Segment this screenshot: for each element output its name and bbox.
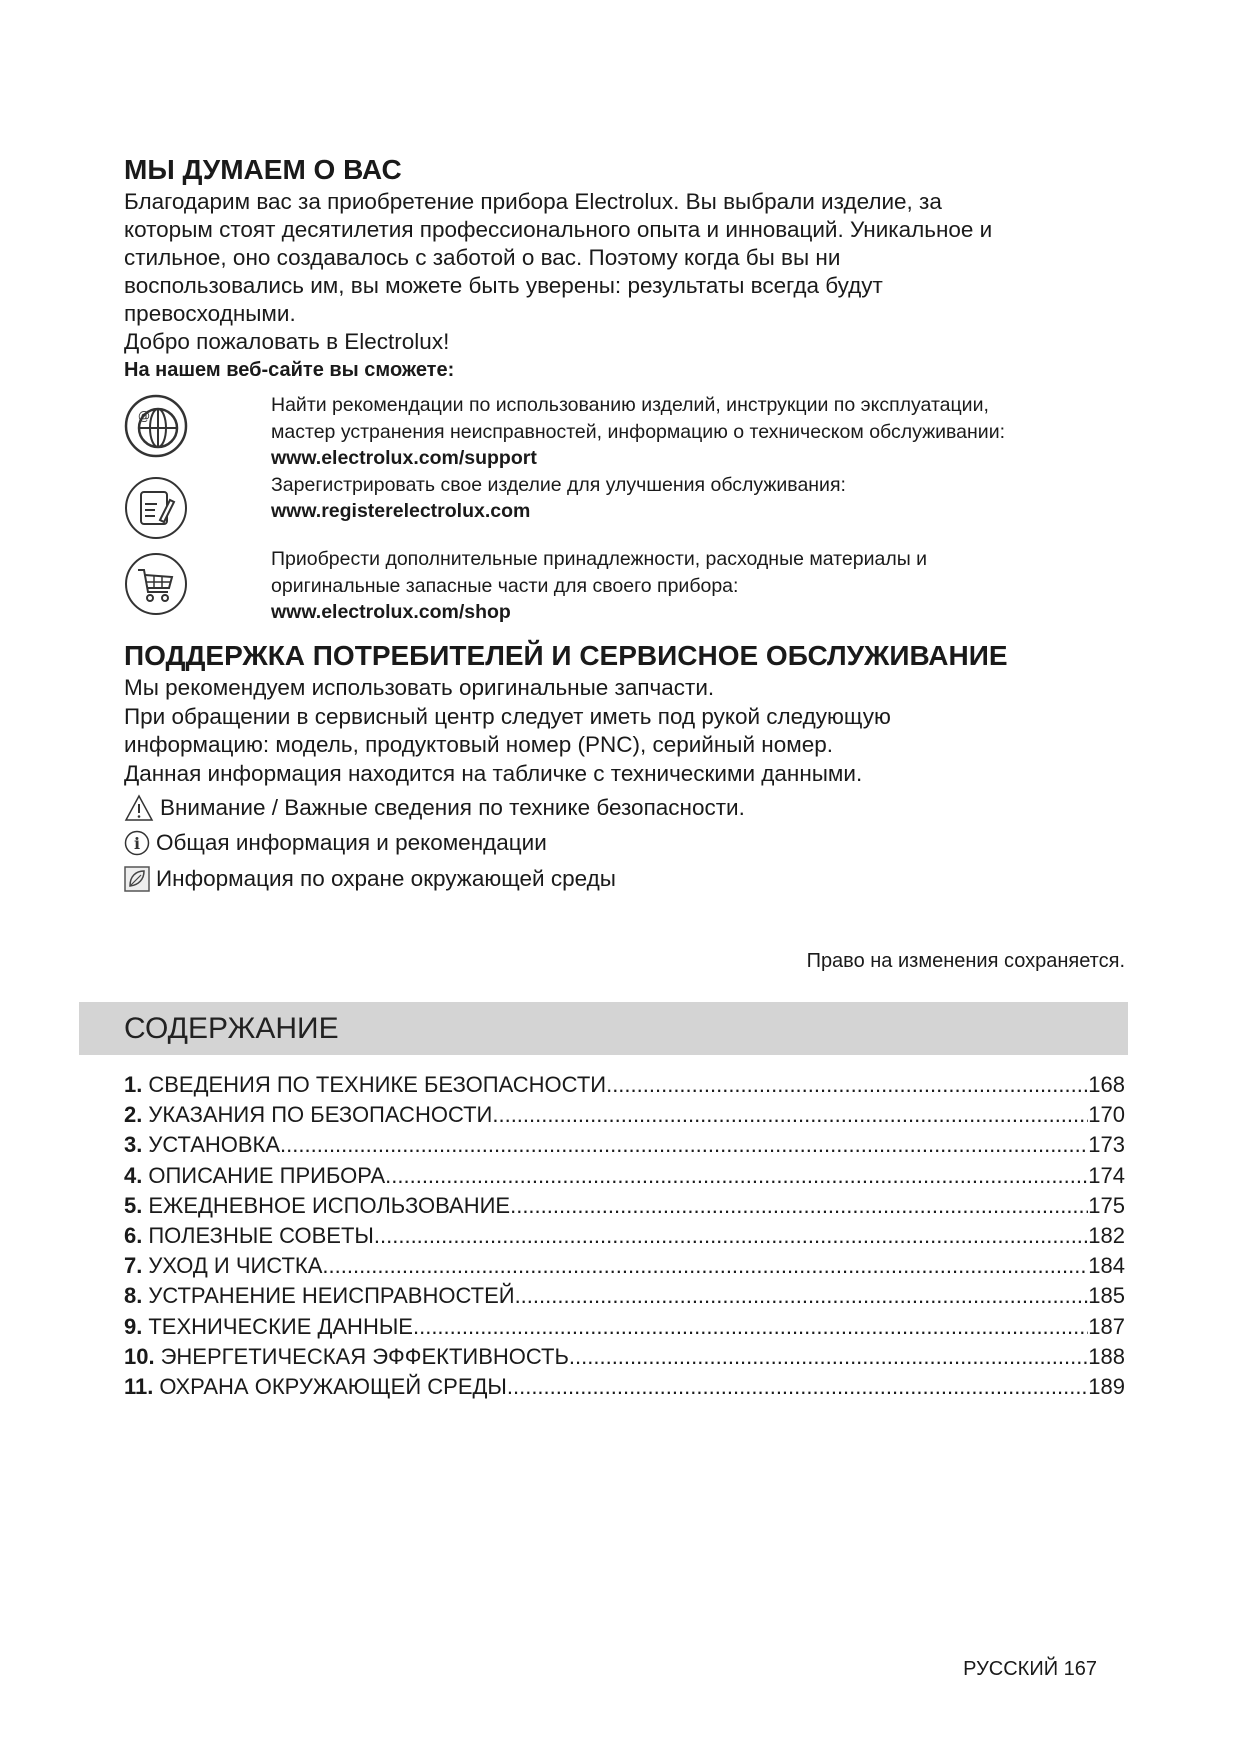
- toc-leader-dots: [492, 1102, 1088, 1128]
- toc-item-number: 1.: [124, 1072, 143, 1098]
- toc-item[interactable]: [124, 1161, 1125, 1191]
- toc-item-page: 187: [1088, 1313, 1125, 1339]
- support-link[interactable]: www.electrolux.com/support: [271, 447, 537, 469]
- support-line: При обращении в сервисный центр следует иметь под рукой следующую: [124, 703, 891, 729]
- intro-line: которым стоят десятилетия профессионального опыта и инноваций. Уникальное и: [124, 217, 993, 242]
- warning-icon: [124, 794, 154, 822]
- toc-item-page: 182: [1088, 1223, 1125, 1249]
- toc-item-number: 5.: [124, 1192, 143, 1218]
- toc-item-page: 170: [1088, 1102, 1125, 1128]
- globe-icon: [124, 394, 188, 458]
- toc-item-number: 3.: [124, 1132, 143, 1158]
- toc-item[interactable]: [124, 1312, 1125, 1342]
- web-item-text: оригинальные запасные части для своего прибора:: [271, 574, 739, 597]
- toc-item-number: 8.: [124, 1283, 143, 1309]
- toc-item-page: 175: [1088, 1192, 1125, 1218]
- intro-line: стильное, оно создавалось с заботой о вас. Поэтому когда бы вы ни: [124, 245, 841, 270]
- support-line: Данная информация находится на табличке с техническими данными.: [124, 760, 863, 786]
- section-title-thinking-of-you: МЫ ДУМАЕМ О ВАС: [124, 154, 402, 185]
- toc-item[interactable]: [124, 1070, 1125, 1100]
- toc-item[interactable]: [124, 1191, 1125, 1221]
- toc-item-number: 10.: [124, 1343, 155, 1369]
- toc-item[interactable]: [124, 1251, 1125, 1281]
- intro-line: воспользовались им, вы можете быть уверены: результаты всегда будут: [124, 273, 883, 298]
- note-environment: [124, 866, 616, 892]
- page-footer: РУССКИЙ 167: [963, 1658, 1097, 1680]
- toc-item-number: 4.: [124, 1162, 143, 1188]
- toc-item[interactable]: [124, 1221, 1125, 1251]
- web-item-text: Приобрести дополнительные принадлежности, расходные материалы и: [271, 548, 928, 570]
- toc-leader-dots: [510, 1193, 1088, 1219]
- toc-item[interactable]: [124, 1100, 1125, 1130]
- web-item-text: Зарегистрировать свое изделие для улучшения обслуживания:: [271, 473, 846, 496]
- toc-item-number: 2.: [124, 1102, 143, 1128]
- toc-item-page: 173: [1088, 1132, 1125, 1158]
- toc-leader-dots: [280, 1132, 1088, 1158]
- rights-reserved-text: Право на изменения сохраняется.: [806, 950, 1125, 972]
- toc-item-label: ОПИСАНИЕ ПРИБОРА: [148, 1162, 386, 1188]
- toc-title: СОДЕРЖАНИЕ: [124, 1012, 339, 1045]
- toc-item-label: СВЕДЕНИЯ ПО ТЕХНИКЕ БЕЗОПАСНОСТИ: [148, 1072, 607, 1098]
- toc-item-number: 9.: [124, 1313, 143, 1339]
- note-text: Информация по охране окружающей среды: [156, 866, 616, 891]
- support-text: [124, 674, 891, 788]
- toc-item-page: 174: [1088, 1162, 1125, 1188]
- web-item-support: [271, 392, 1131, 525]
- toc-leader-dots: [569, 1344, 1088, 1370]
- toc-item-page: 168: [1088, 1072, 1125, 1098]
- register-link[interactable]: www.registerelectrolux.com: [271, 500, 531, 522]
- web-item-text: Найти рекомендации по использованию изделий, инструкции по эксплуатации,: [271, 394, 989, 416]
- note-info: [124, 830, 547, 856]
- toc-leader-dots: [515, 1283, 1089, 1309]
- section-title-support: ПОДДЕРЖКА ПОТРЕБИТЕЛЕЙ И СЕРВИСНОЕ ОБСЛУЖИВАНИЕ: [124, 640, 1008, 671]
- svg-text:i: i: [133, 834, 141, 853]
- table-of-contents: [124, 1070, 1125, 1402]
- toc-leader-dots: [385, 1163, 1088, 1189]
- toc-item[interactable]: [124, 1342, 1125, 1372]
- info-icon: [124, 830, 150, 856]
- web-item-text: мастер устранения неисправностей, информацию о техническом обслуживании:: [271, 420, 1006, 443]
- welcome-text: Добро пожаловать в Electrolux!: [124, 329, 450, 354]
- note-text: Внимание / Важные сведения по технике безопасности.: [160, 795, 745, 820]
- toc-item-page: 184: [1088, 1253, 1125, 1279]
- toc-item-page: 189: [1088, 1373, 1125, 1399]
- toc-item[interactable]: [124, 1130, 1125, 1160]
- toc-header-bar: [79, 1002, 1128, 1055]
- toc-item-label: ТЕХНИЧЕСКИЕ ДАННЫЕ: [148, 1313, 413, 1339]
- environment-leaf-icon: [124, 866, 150, 892]
- shop-link[interactable]: www.electrolux.com/shop: [271, 601, 511, 623]
- toc-item-label: УХОД И ЧИСТКА: [148, 1253, 323, 1279]
- toc-item-label: ПОЛЕЗНЫЕ СОВЕТЫ: [148, 1223, 374, 1249]
- toc-item-label: УСТАНОВКА: [148, 1132, 281, 1158]
- toc-leader-dots: [374, 1223, 1088, 1249]
- toc-item-label: УСТРАНЕНИЕ НЕИСПРАВНОСТЕЙ: [148, 1283, 515, 1309]
- intro-line: превосходными.: [124, 301, 296, 326]
- toc-item-label: ЭНЕРГЕТИЧЕСКАЯ ЭФФЕКТИВНОСТЬ: [160, 1343, 569, 1369]
- website-lead: На нашем веб-сайте вы сможете:: [124, 359, 455, 381]
- web-item-shop: [271, 546, 1131, 626]
- support-line: информацию: модель, продуктовый номер (PNC), серийный номер.: [124, 732, 833, 757]
- intro-line: Благодарим вас за приобретение прибора Electrolux. Вы выбрали изделие, за: [124, 189, 942, 214]
- shopping-cart-icon: [124, 552, 188, 616]
- toc-leader-dots: [322, 1253, 1088, 1279]
- support-line: Мы рекомендуем использовать оригинальные запчасти.: [124, 675, 715, 700]
- register-document-icon: [124, 476, 188, 540]
- toc-item-page: 185: [1088, 1283, 1125, 1309]
- toc-item[interactable]: [124, 1281, 1125, 1311]
- toc-leader-dots: [606, 1072, 1088, 1098]
- note-text: Общая информация и рекомендации: [156, 830, 547, 855]
- toc-item-label: ЕЖЕДНЕВНОЕ ИСПОЛЬЗОВАНИЕ: [148, 1192, 511, 1218]
- toc-item-label: ОХРАНА ОКРУЖАЮЩЕЙ СРЕДЫ: [159, 1373, 507, 1399]
- toc-item-number: 11.: [124, 1373, 154, 1399]
- toc-item[interactable]: [124, 1372, 1125, 1402]
- toc-item-number: 7.: [124, 1253, 143, 1279]
- toc-item-label: УКАЗАНИЯ ПО БЕЗОПАСНОСТИ: [148, 1102, 493, 1128]
- intro-text: [124, 188, 1124, 384]
- toc-leader-dots: [413, 1314, 1088, 1340]
- svg-text:@: @: [138, 409, 150, 423]
- toc-leader-dots: [507, 1374, 1088, 1400]
- toc-item-number: 6.: [124, 1223, 143, 1249]
- toc-item-page: 188: [1088, 1343, 1125, 1369]
- note-warning: [124, 794, 745, 822]
